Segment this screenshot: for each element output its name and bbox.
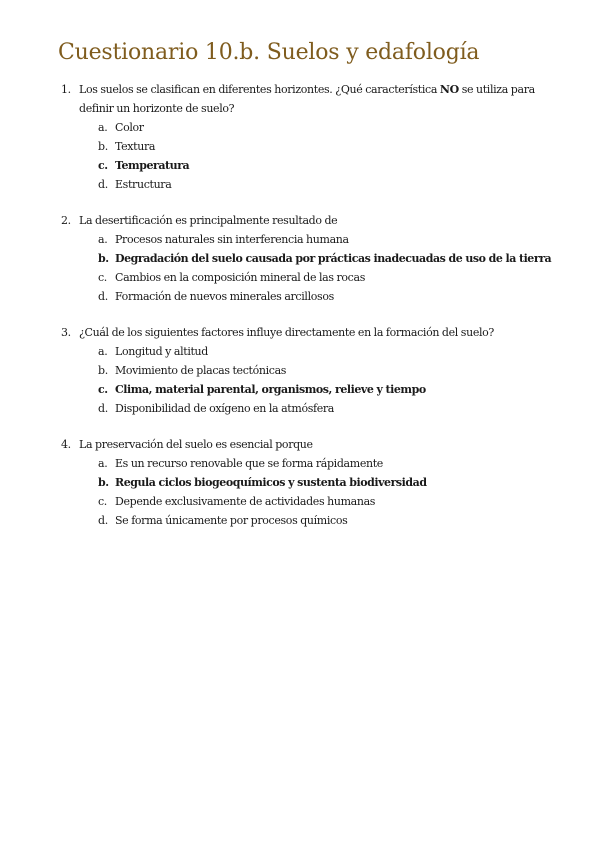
answer-option (0, 399, 600, 418)
question-text (0, 435, 600, 454)
answer-letter: c. (98, 383, 108, 396)
answer-text: Longitud y altitud (115, 345, 208, 358)
answer-letter: b. (98, 364, 108, 377)
answer-text: Color (115, 121, 144, 134)
answer-letter: c. (98, 271, 107, 284)
answer-letter: a. (98, 233, 108, 246)
question-number: 1. (61, 83, 71, 96)
answer-option (0, 492, 600, 511)
answer-list (0, 230, 600, 306)
answer-text: Disponibilidad de oxígeno en la atmósfera (115, 402, 335, 415)
answer-text: Formación de nuevos minerales arcillosos (115, 290, 334, 303)
answer-text: Temperatura (115, 159, 190, 172)
answer-letter: d. (98, 290, 108, 303)
question-text-part: La desertificación es principalmente resultado de (79, 214, 338, 227)
answer-text: Textura (115, 140, 156, 153)
answer-letter: b. (98, 140, 108, 153)
answer-letter: a. (98, 121, 108, 134)
answer-letter: c. (98, 495, 107, 508)
answer-option (0, 342, 600, 361)
answer-option (0, 268, 600, 287)
question-2 (0, 211, 600, 306)
question-text-part: ¿Cuál de los siguientes factores influye directamente en la formación del suelo? (79, 326, 494, 339)
answer-letter: d. (98, 402, 108, 415)
answer-list (0, 118, 600, 194)
answer-text: Procesos naturales sin interferencia humana (115, 233, 349, 246)
question-number: 2. (61, 214, 71, 227)
answer-letter: d. (98, 514, 108, 527)
question-number: 3. (61, 326, 71, 339)
answer-letter: b. (98, 252, 109, 265)
answer-text: Depende exclusivamente de actividades humanas (115, 495, 376, 508)
answer-letter: d. (98, 178, 108, 191)
answer-list (0, 454, 600, 530)
answer-letter: a. (98, 457, 108, 470)
question-text-part: se utiliza para definir un horizonte de suelo? (79, 83, 535, 115)
answer-option (0, 230, 600, 249)
answer-text: Regula ciclos biogeoquímicos y sustenta biodiversidad (115, 476, 427, 489)
question-1 (0, 80, 600, 194)
answer-text: Estructura (115, 178, 172, 191)
answer-option (0, 454, 600, 473)
question-text (0, 211, 600, 230)
answer-letter: a. (98, 345, 108, 358)
answer-option-correct (0, 156, 600, 175)
answer-text: Se forma únicamente por procesos químicos (115, 514, 348, 527)
question-list (0, 80, 600, 547)
answer-option (0, 361, 600, 380)
answer-text: Cambios en la composición mineral de las rocas (115, 271, 366, 284)
answer-text: Movimiento de placas tectónicas (115, 364, 287, 377)
answer-letter: b. (98, 476, 109, 489)
answer-text: Es un recurso renovable que se forma rápidamente (115, 457, 383, 470)
answer-option-correct (0, 249, 600, 268)
question-text-part: Los suelos se clasifican en diferentes horizontes. ¿Qué característica (79, 83, 440, 96)
answer-option (0, 287, 600, 306)
answer-list (0, 342, 600, 418)
answer-option (0, 137, 600, 156)
answer-option-correct (0, 380, 600, 399)
question-text (0, 80, 600, 118)
question-number: 4. (61, 438, 71, 451)
question-emphasis: NO (439, 83, 459, 96)
answer-option (0, 511, 600, 530)
document-title: Cuestionario 10.b. Suelos y edafología (58, 40, 480, 65)
answer-option (0, 118, 600, 137)
answer-option-correct (0, 473, 600, 492)
answer-option (0, 175, 600, 194)
question-text (0, 323, 600, 342)
question-text-part: La preservación del suelo es esencial porque (79, 438, 313, 451)
answer-letter: c. (98, 159, 108, 172)
answer-text: Degradación del suelo causada por prácticas inadecuadas de uso de la tierra (115, 252, 552, 265)
answer-text: Clima, material parental, organismos, relieve y tiempo (115, 383, 426, 396)
question-4 (0, 435, 600, 530)
question-3 (0, 323, 600, 418)
